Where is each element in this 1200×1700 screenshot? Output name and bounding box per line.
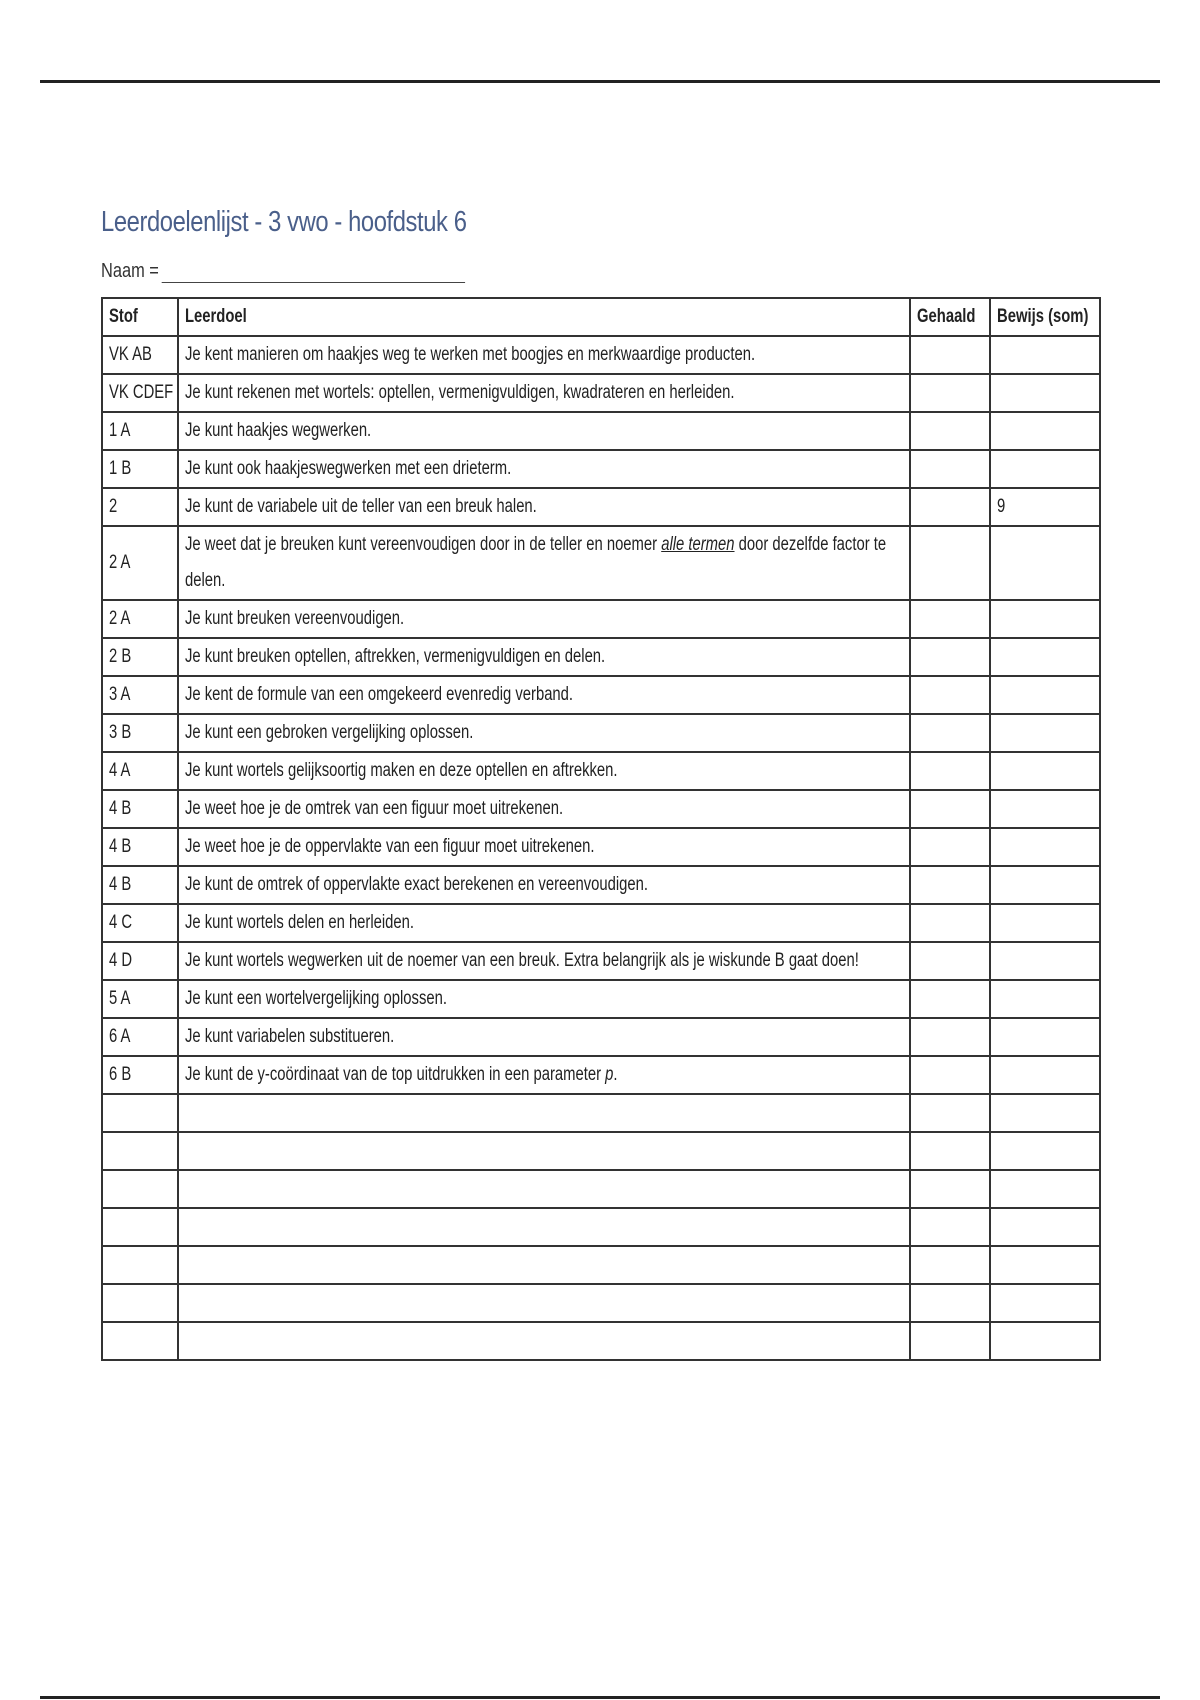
table-row (102, 676, 1100, 714)
cell-bewijs[interactable] (990, 450, 1100, 488)
cell-gehaald[interactable] (910, 1018, 990, 1056)
cell-stof: 2 B (102, 638, 178, 676)
cell-leerdoel: Je kunt wortels delen en herleiden. (178, 904, 910, 942)
cell-gehaald[interactable] (910, 714, 990, 752)
cell-bewijs[interactable] (990, 1056, 1100, 1094)
table-row (102, 1056, 1100, 1094)
cell-gehaald[interactable] (910, 828, 990, 866)
cell-stof: 4 B (102, 828, 178, 866)
parameter-text: p (605, 1064, 614, 1085)
empty-table-row (102, 1322, 1100, 1360)
cell-stof: 3 B (102, 714, 178, 752)
cell-bewijs[interactable] (990, 676, 1100, 714)
name-label: Naam = (101, 260, 159, 282)
cell-bewijs[interactable] (990, 790, 1100, 828)
empty-table-row (102, 1246, 1100, 1284)
table-row (102, 1018, 1100, 1056)
cell-bewijs[interactable] (990, 638, 1100, 676)
cell-stof: 6 B (102, 1056, 178, 1094)
cell-leerdoel: Je kunt wortels wegwerken uit de noemer van een breuk. Extra belangrijk als je wiskunde B gaat doen! (178, 942, 910, 980)
table-row (102, 336, 1100, 374)
cell-stof[interactable] (102, 1094, 178, 1132)
cell-bewijs[interactable] (990, 1132, 1100, 1170)
emphasis-text: alle termen (661, 534, 735, 555)
cell-stof: 2 (102, 488, 178, 526)
name-blank-line[interactable] (161, 264, 464, 283)
cell-gehaald[interactable] (910, 790, 990, 828)
table-row (102, 942, 1100, 980)
cell-gehaald[interactable] (910, 1094, 990, 1132)
cell-bewijs[interactable] (990, 1208, 1100, 1246)
cell-leerdoel[interactable] (178, 1094, 910, 1132)
cell-gehaald[interactable] (910, 1170, 990, 1208)
cell-stof: VK CDEF (102, 374, 178, 412)
cell-stof: 1 A (102, 412, 178, 450)
header-leerdoel: Leerdoel (178, 298, 910, 336)
table-row (102, 866, 1100, 904)
cell-gehaald[interactable] (910, 676, 990, 714)
cell-stof: 5 A (102, 980, 178, 1018)
cell-gehaald[interactable] (910, 412, 990, 450)
header-stof: Stof (102, 298, 178, 336)
leerdoel-text: door dezelfde factor te delen. (185, 534, 887, 591)
cell-gehaald[interactable] (910, 1322, 990, 1360)
cell-gehaald[interactable] (910, 980, 990, 1018)
cell-leerdoel: Je weet hoe je de oppervlakte van een figuur moet uitrekenen. (178, 828, 910, 866)
cell-bewijs[interactable] (990, 336, 1100, 374)
table-header-row (102, 298, 1100, 336)
cell-bewijs[interactable] (990, 828, 1100, 866)
cell-gehaald[interactable] (910, 450, 990, 488)
cell-bewijs[interactable] (990, 752, 1100, 790)
cell-bewijs[interactable] (990, 866, 1100, 904)
cell-leerdoel: Je kent manieren om haakjes weg te werken met boogjes en merkwaardige producten. (178, 336, 910, 374)
cell-leerdoel: Je kunt de omtrek of oppervlakte exact berekenen en vereenvoudigen. (178, 866, 910, 904)
table-row (102, 412, 1100, 450)
cell-bewijs[interactable] (990, 1018, 1100, 1056)
leerdoel-text: Je weet dat je breuken kunt vereenvoudigen door in de teller en noemer (185, 534, 662, 555)
cell-bewijs[interactable] (990, 1170, 1100, 1208)
cell-stof: 4 C (102, 904, 178, 942)
empty-table-row (102, 1170, 1100, 1208)
cell-bewijs[interactable] (990, 714, 1100, 752)
table-row (102, 450, 1100, 488)
cell-stof: VK AB (102, 336, 178, 374)
table-row (102, 714, 1100, 752)
cell-leerdoel: Je kent de formule van een omgekeerd evenredig verband. (178, 676, 910, 714)
cell-gehaald[interactable] (910, 904, 990, 942)
cell-stof: 2 A (102, 526, 178, 600)
cell-leerdoel[interactable] (178, 1284, 910, 1322)
header-bewijs: Bewijs (som) (990, 298, 1100, 336)
cell-gehaald[interactable] (910, 1284, 990, 1322)
empty-table-row (102, 1208, 1100, 1246)
cell-bewijs[interactable] (990, 942, 1100, 980)
table-row (102, 600, 1100, 638)
cell-leerdoel: Je kunt breuken optellen, aftrekken, vermenigvuldigen en delen. (178, 638, 910, 676)
cell-stof: 6 A (102, 1018, 178, 1056)
cell-stof[interactable] (102, 1246, 178, 1284)
cell-leerdoel: Je kunt een wortelvergelijking oplossen. (178, 980, 910, 1018)
cell-stof: 4 D (102, 942, 178, 980)
cell-bewijs[interactable]: 9 (990, 488, 1100, 526)
cell-stof[interactable] (102, 1170, 178, 1208)
leerdoel-text: Je kunt de y-coördinaat van de top uitdrukken in een parameter (185, 1064, 606, 1085)
cell-leerdoel: Je kunt variabelen substitueren. (178, 1018, 910, 1056)
table-row (102, 790, 1100, 828)
table-row (102, 638, 1100, 676)
cell-gehaald[interactable] (910, 1246, 990, 1284)
table-row (102, 374, 1100, 412)
cell-stof: 3 A (102, 676, 178, 714)
cell-leerdoel: Je kunt wortels gelijksoortig maken en deze optellen en aftrekken. (178, 752, 910, 790)
cell-leerdoel: Je kunt haakjes wegwerken. (178, 412, 910, 450)
name-field (101, 260, 465, 283)
cell-leerdoel[interactable] (178, 1170, 910, 1208)
cell-stof: 4 A (102, 752, 178, 790)
cell-stof: 4 B (102, 866, 178, 904)
cell-leerdoel[interactable] (178, 1132, 910, 1170)
cell-leerdoel: Je kunt de variabele uit de teller van een breuk halen. (178, 488, 910, 526)
cell-gehaald[interactable] (910, 374, 990, 412)
cell-leerdoel[interactable] (178, 1208, 910, 1246)
cell-gehaald[interactable] (910, 638, 990, 676)
cell-bewijs[interactable] (990, 412, 1100, 450)
cell-gehaald[interactable] (910, 488, 990, 526)
cell-leerdoel: Je kunt breuken vereenvoudigen. (178, 600, 910, 638)
cell-bewijs[interactable] (990, 1094, 1100, 1132)
cell-bewijs[interactable] (990, 600, 1100, 638)
cell-gehaald[interactable] (910, 752, 990, 790)
cell-leerdoel: Je weet hoe je de omtrek van een figuur moet uitrekenen. (178, 790, 910, 828)
cell-leerdoel[interactable] (178, 1246, 910, 1284)
table-row (102, 828, 1100, 866)
cell-bewijs[interactable] (990, 526, 1100, 600)
cell-gehaald[interactable] (910, 1208, 990, 1246)
bottom-rule (40, 1696, 1160, 1699)
table-row (102, 904, 1100, 942)
empty-table-row (102, 1132, 1100, 1170)
cell-stof[interactable] (102, 1132, 178, 1170)
cell-leerdoel: Je kunt rekenen met wortels: optellen, vermenigvuldigen, kwadrateren en herleiden. (178, 374, 910, 412)
learning-goals-table (101, 297, 1101, 1361)
empty-table-row (102, 1284, 1100, 1322)
cell-leerdoel[interactable] (178, 1322, 910, 1360)
cell-stof[interactable] (102, 1284, 178, 1322)
cell-gehaald[interactable] (910, 600, 990, 638)
cell-stof[interactable] (102, 1208, 178, 1246)
cell-bewijs[interactable] (990, 1246, 1100, 1284)
cell-bewijs[interactable] (990, 1284, 1100, 1322)
cell-bewijs[interactable] (990, 904, 1100, 942)
header-gehaald: Gehaald (910, 298, 990, 336)
table-row (102, 752, 1100, 790)
table-row (102, 526, 1100, 600)
cell-gehaald[interactable] (910, 866, 990, 904)
cell-gehaald[interactable] (910, 1056, 990, 1094)
cell-gehaald[interactable] (910, 336, 990, 374)
page-title: Leerdoelenlijst - 3 vwo - hoofdstuk 6 (101, 206, 467, 238)
top-rule (40, 80, 1160, 83)
cell-leerdoel (178, 1056, 910, 1094)
empty-table-row (102, 1094, 1100, 1132)
cell-bewijs[interactable] (990, 1322, 1100, 1360)
cell-bewijs[interactable] (990, 980, 1100, 1018)
cell-stof: 4 B (102, 790, 178, 828)
cell-stof: 1 B (102, 450, 178, 488)
cell-gehaald[interactable] (910, 942, 990, 980)
cell-leerdoel: Je kunt ook haakjeswegwerken met een drieterm. (178, 450, 910, 488)
cell-gehaald[interactable] (910, 526, 990, 600)
cell-bewijs[interactable] (990, 374, 1100, 412)
cell-gehaald[interactable] (910, 1132, 990, 1170)
table-row (102, 980, 1100, 1018)
table-row (102, 488, 1100, 526)
cell-leerdoel (178, 526, 910, 600)
cell-stof[interactable] (102, 1322, 178, 1360)
cell-leerdoel: Je kunt een gebroken vergelijking oplossen. (178, 714, 910, 752)
leerdoel-text: . (613, 1064, 618, 1085)
cell-stof: 2 A (102, 600, 178, 638)
